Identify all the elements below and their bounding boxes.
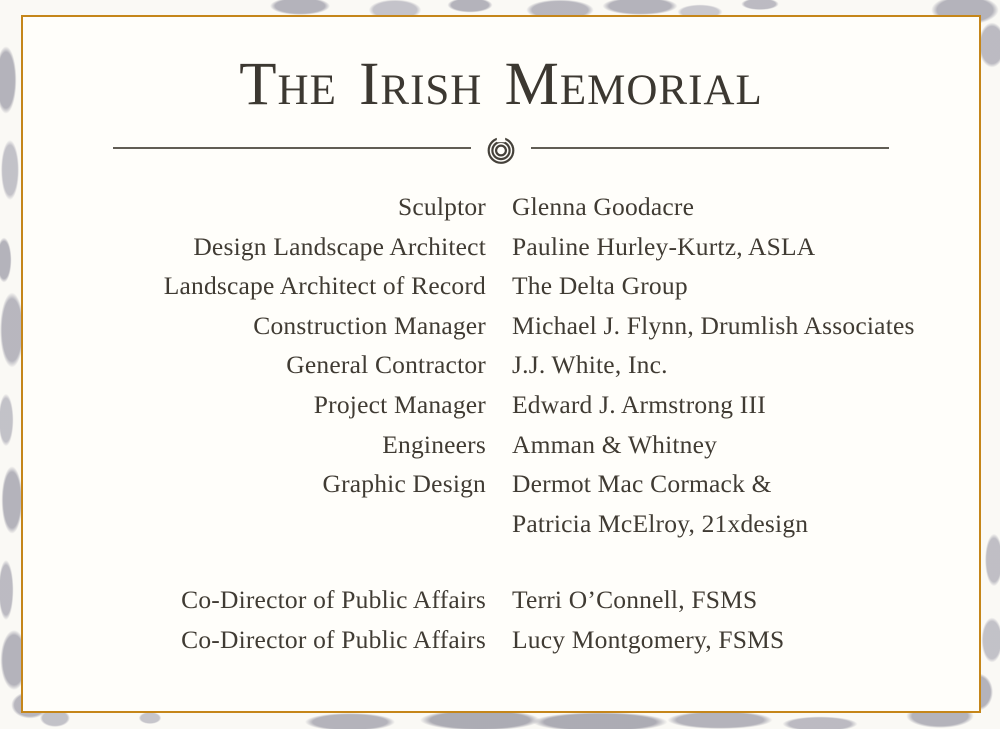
credit-row <box>23 266 979 306</box>
divider-rule-right <box>531 147 889 149</box>
credit-name: J.J. White, Inc. <box>512 350 668 380</box>
divider-rule-left <box>113 147 471 149</box>
credit-name: The Delta Group <box>512 271 688 301</box>
credit-role: Landscape Architect of Record <box>163 271 486 301</box>
credit-name: Terri O’Connell, FSMS <box>512 585 758 615</box>
credit-name: Amman & Whitney <box>512 429 718 459</box>
credit-name: Edward J. Armstrong III <box>512 389 766 419</box>
credit-row <box>23 620 979 660</box>
credit-name: Patricia McElroy, 21xdesign <box>512 508 809 538</box>
credit-role: Project Manager <box>313 389 486 419</box>
credit-name: Michael J. Flynn, Drumlish Associates <box>512 310 915 340</box>
credit-role: Co-Director of Public Affairs <box>181 624 486 654</box>
memorial-card <box>21 15 981 713</box>
credit-name: Pauline Hurley-Kurtz, ASLA <box>512 231 816 261</box>
concentric-rings-icon <box>484 136 518 166</box>
credit-row <box>23 580 979 620</box>
credit-role: Sculptor <box>397 192 486 221</box>
credit-name: Glenna Goodacre <box>512 192 695 221</box>
credit-row <box>23 306 979 346</box>
credit-row <box>23 187 979 227</box>
credits-list <box>23 187 979 543</box>
credit-role <box>23 504 486 544</box>
page-title: The Irish Memorial <box>239 51 763 118</box>
credit-role: Design Landscape Architect <box>193 231 486 261</box>
credit-name: Dermot Mac Cormack & <box>512 469 772 499</box>
credit-role: Graphic Design <box>322 469 486 499</box>
credit-row <box>23 385 979 425</box>
credit-row <box>23 464 979 504</box>
credit-role: Construction Manager <box>253 310 486 340</box>
credit-row <box>23 504 979 544</box>
credit-row <box>23 227 979 267</box>
codirectors-list <box>23 580 979 659</box>
title-divider <box>113 131 889 165</box>
credit-row <box>23 425 979 465</box>
credit-role: General Contractor <box>286 350 486 380</box>
credit-role: Co-Director of Public Affairs <box>181 585 486 615</box>
credit-role: Engineers <box>382 429 486 459</box>
credit-name: Lucy Montgomery, FSMS <box>512 624 785 654</box>
credit-row <box>23 345 979 385</box>
